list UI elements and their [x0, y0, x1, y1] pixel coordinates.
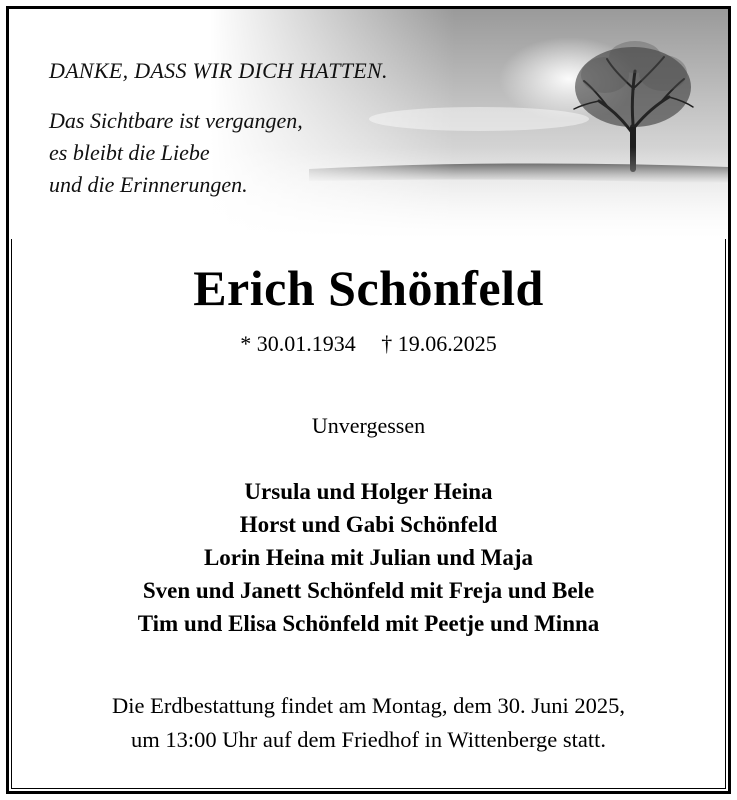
- death-date: † 19.06.2025: [381, 331, 497, 356]
- mourner-line: Tim und Elisa Schönfeld mit Peetje und Minna: [137, 611, 600, 636]
- life-dates: [9, 331, 728, 357]
- deceased-name: Erich Schönfeld: [193, 260, 544, 316]
- funeral-info: [9, 689, 728, 757]
- obituary-notice: [6, 6, 731, 794]
- mourners-list: [9, 475, 728, 640]
- thanks-line: DANKE, DASS WIR DICH HATTEN.: [49, 58, 388, 83]
- mourner-line: Lorin Heina mit Julian und Maja: [203, 545, 534, 570]
- verse-line: und die Erinnerungen.: [49, 172, 248, 197]
- intro-verse: [49, 55, 388, 201]
- funeral-line: Die Erdbestattung findet am Montag, dem 30. Juni 2025,: [111, 693, 626, 718]
- verse-line: Das Sichtbare ist vergangen,: [49, 108, 303, 133]
- mourner-line: Horst und Gabi Schönfeld: [239, 512, 498, 537]
- birth-date: * 30.01.1934: [240, 331, 356, 356]
- tribute-text: Unvergessen: [311, 413, 426, 438]
- funeral-line: um 13:00 Uhr auf dem Friedhof in Wittenberge statt.: [130, 727, 607, 752]
- mourner-line: Sven und Janett Schönfeld mit Freja und Bele: [142, 578, 595, 603]
- verse-line: es bleibt die Liebe: [49, 140, 210, 165]
- mourner-line: Ursula und Holger Heina: [244, 479, 493, 504]
